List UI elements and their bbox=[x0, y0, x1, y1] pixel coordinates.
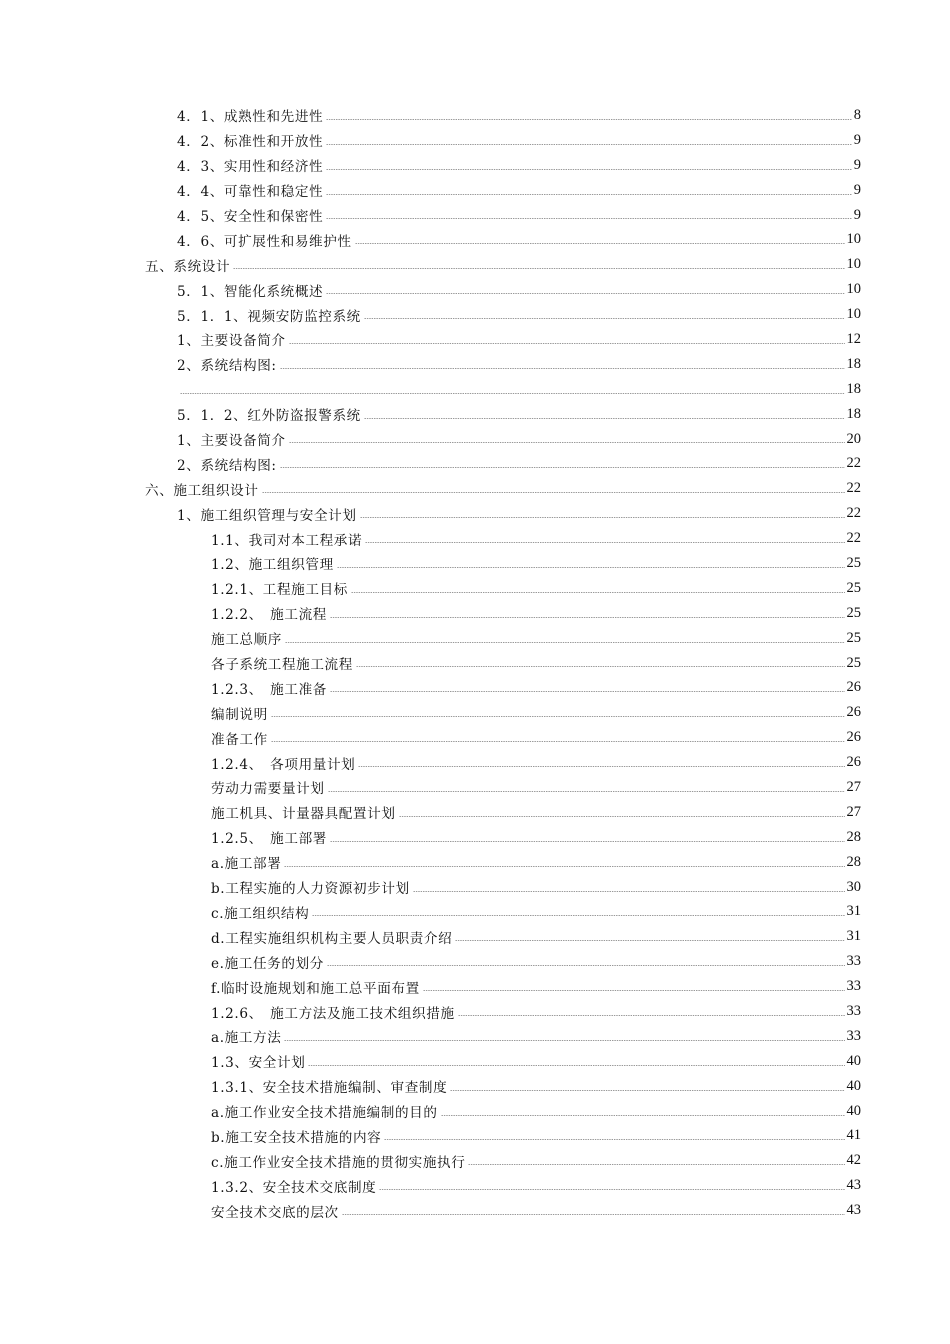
toc-dot-leader bbox=[271, 741, 845, 742]
toc-entry[interactable] bbox=[0, 900, 950, 925]
toc-entry[interactable] bbox=[0, 1124, 950, 1149]
toc-entry-title: 5．1．2、红外防盗报警系统 bbox=[177, 404, 362, 424]
toc-dot-leader bbox=[233, 268, 844, 269]
toc-entry-title: 1.3、安全计划 bbox=[211, 1051, 306, 1071]
toc-entry[interactable] bbox=[0, 700, 950, 725]
toc-entry-title: 各子系统工程施工流程 bbox=[211, 653, 354, 673]
toc-dot-leader bbox=[308, 1065, 844, 1066]
toc-entry[interactable] bbox=[0, 626, 950, 651]
toc-dot-leader bbox=[364, 318, 845, 319]
toc-dot-leader bbox=[342, 1214, 845, 1215]
toc-entry-page-number: 26 bbox=[846, 679, 861, 696]
toc-entry-page-number: 28 bbox=[846, 828, 861, 845]
toc-dot-leader bbox=[330, 691, 845, 692]
toc-entry-page-number: 9 bbox=[853, 156, 861, 173]
toc-entry[interactable] bbox=[0, 277, 950, 302]
toc-dot-leader bbox=[271, 716, 845, 717]
toc-entry-title: b.施工安全技术措施的内容 bbox=[211, 1126, 382, 1146]
toc-entry-page-number: 9 bbox=[853, 131, 861, 148]
toc-entry-title: 1.2.1、工程施工目标 bbox=[211, 578, 349, 598]
toc-entry-title: 1.1、我司对本工程承诺 bbox=[211, 529, 363, 549]
toc-entry[interactable] bbox=[0, 974, 950, 999]
toc-entry-title: a.施工作业安全技术措施编制的目的 bbox=[211, 1101, 439, 1121]
toc-entry-title: 4．2、标准性和开放性 bbox=[177, 130, 324, 150]
toc-entry-page-number: 25 bbox=[846, 579, 861, 596]
toc-dot-leader bbox=[413, 891, 845, 892]
toc-dot-leader bbox=[455, 940, 844, 941]
toc-entry-title: 2、系统结构图: bbox=[177, 454, 278, 474]
toc-entry-page-number: 10 bbox=[846, 306, 861, 323]
toc-dot-leader bbox=[326, 169, 852, 170]
toc-dot-leader bbox=[423, 990, 845, 991]
toc-entry[interactable] bbox=[0, 451, 950, 476]
toc-entry-title: 安全技术交底的层次 bbox=[211, 1201, 340, 1221]
toc-entry-title: 4．1、成熟性和先进性 bbox=[177, 105, 324, 125]
toc-entry-title: 1.2.3、 施工准备 bbox=[211, 678, 328, 698]
toc-entry-page-number: 30 bbox=[846, 878, 861, 895]
toc-entry-title: 五、系统设计 bbox=[145, 255, 231, 275]
toc-entry[interactable] bbox=[0, 1198, 950, 1223]
toc-entry-page-number: 27 bbox=[846, 778, 861, 795]
toc-entry-page-number: 25 bbox=[846, 604, 861, 621]
toc-entry-page-number: 9 bbox=[853, 206, 861, 223]
toc-entry[interactable] bbox=[0, 252, 950, 277]
toc-entry-page-number: 10 bbox=[846, 231, 861, 248]
toc-entry[interactable] bbox=[0, 1173, 950, 1198]
toc-dot-leader bbox=[358, 766, 844, 767]
toc-entry-page-number: 31 bbox=[846, 928, 861, 945]
toc-dot-leader bbox=[285, 642, 845, 643]
toc-entry-title: 劳动力需要量计划 bbox=[211, 777, 326, 797]
toc-dot-leader bbox=[326, 218, 852, 219]
toc-dot-leader bbox=[280, 467, 845, 468]
toc-entry-title: 施工机具、计量器具配置计划 bbox=[211, 802, 397, 822]
toc-dot-leader bbox=[458, 1015, 845, 1016]
toc-entry[interactable] bbox=[0, 427, 950, 452]
toc-entry[interactable] bbox=[0, 949, 950, 974]
toc-entry[interactable] bbox=[0, 302, 950, 327]
toc-dot-leader bbox=[351, 592, 845, 593]
toc-dot-leader bbox=[330, 617, 845, 618]
toc-dot-leader bbox=[365, 542, 844, 543]
toc-entry-page-number: 22 bbox=[846, 505, 861, 522]
toc-entry[interactable] bbox=[0, 1074, 950, 1099]
toc-entry-page-number: 33 bbox=[846, 1003, 861, 1019]
toc-dot-leader bbox=[399, 816, 845, 817]
toc-dot-leader bbox=[441, 1115, 845, 1116]
toc-dot-leader bbox=[360, 517, 845, 518]
toc-dot-leader bbox=[468, 1164, 844, 1165]
toc-entry[interactable] bbox=[0, 1049, 950, 1074]
toc-entry[interactable] bbox=[0, 526, 950, 551]
toc-entry-page-number: 31 bbox=[846, 903, 861, 920]
toc-entry-page-number: 40 bbox=[846, 1077, 861, 1094]
toc-entry-page-number: 33 bbox=[846, 978, 861, 995]
toc-entry[interactable] bbox=[0, 999, 950, 1024]
toc-dot-leader bbox=[326, 293, 844, 294]
toc-dot-leader bbox=[284, 1040, 844, 1041]
toc-entry-title: e.施工任务的划分 bbox=[211, 952, 325, 972]
toc-entry[interactable] bbox=[0, 327, 950, 352]
toc-entry-title: 5．1、智能化系统概述 bbox=[177, 280, 324, 300]
toc-entry-title: 准备工作 bbox=[211, 728, 269, 748]
toc-entry-title: 4．3、实用性和经济性 bbox=[177, 155, 324, 175]
toc-dot-leader bbox=[326, 119, 852, 120]
toc-entry-title: 1、施工组织管理与安全计划 bbox=[177, 504, 358, 524]
toc-entry[interactable] bbox=[0, 1099, 950, 1124]
toc-entry-page-number: 43 bbox=[846, 1202, 861, 1219]
toc-entry[interactable] bbox=[0, 1148, 950, 1173]
toc-entry[interactable] bbox=[0, 875, 950, 900]
toc-entry-page-number: 20 bbox=[846, 430, 861, 447]
toc-entry[interactable] bbox=[0, 1024, 950, 1049]
toc-entry[interactable] bbox=[0, 377, 950, 402]
table-of-contents bbox=[0, 103, 950, 1223]
toc-dot-leader bbox=[312, 915, 844, 916]
toc-entry-title: 施工总顺序 bbox=[211, 628, 283, 648]
toc-entry-title: c.施工组织结构 bbox=[211, 902, 310, 922]
toc-entry-page-number: 27 bbox=[846, 803, 861, 820]
toc-entry-title: f.临时设施规划和施工总平面布置 bbox=[211, 977, 421, 997]
toc-entry-title: 1、主要设备简介 bbox=[177, 329, 287, 349]
toc-entry-page-number: 22 bbox=[846, 455, 861, 472]
toc-entry[interactable] bbox=[0, 103, 950, 128]
toc-dot-leader bbox=[327, 965, 845, 966]
toc-entry-page-number: 33 bbox=[846, 1027, 861, 1044]
toc-entry-page-number: 40 bbox=[846, 1052, 861, 1069]
toc-entry[interactable] bbox=[0, 476, 950, 501]
toc-entry-page-number: 12 bbox=[846, 330, 861, 347]
toc-dot-leader bbox=[355, 243, 845, 244]
toc-dot-leader bbox=[379, 1189, 844, 1190]
toc-entry-page-number: 26 bbox=[846, 754, 861, 771]
toc-entry-title: 1.2、施工组织管理 bbox=[211, 553, 335, 573]
toc-entry[interactable] bbox=[0, 551, 950, 576]
toc-entry-title: 1.2.2、 施工流程 bbox=[211, 603, 328, 623]
toc-entry-title: 4．6、可扩展性和易维护性 bbox=[177, 230, 353, 250]
toc-entry[interactable] bbox=[0, 501, 950, 526]
toc-entry-title: 5．1．1、视频安防监控系统 bbox=[177, 305, 362, 325]
toc-dot-leader bbox=[262, 492, 845, 493]
toc-entry-title: 4．5、安全性和保密性 bbox=[177, 205, 324, 225]
toc-entry[interactable] bbox=[0, 850, 950, 875]
toc-entry-title: c.施工作业安全技术措施的贯彻实施执行 bbox=[211, 1151, 466, 1171]
toc-entry[interactable] bbox=[0, 651, 950, 676]
toc-entry[interactable] bbox=[0, 352, 950, 377]
toc-dot-leader bbox=[280, 368, 845, 369]
toc-entry[interactable] bbox=[0, 800, 950, 825]
toc-entry-title: d.工程实施组织机构主要人员职责介绍 bbox=[211, 927, 453, 947]
toc-entry-page-number: 10 bbox=[846, 281, 861, 298]
toc-dot-leader bbox=[337, 567, 845, 568]
toc-entry-title: 1.2.4、 各项用量计划 bbox=[211, 753, 356, 773]
toc-entry[interactable] bbox=[0, 750, 950, 775]
toc-dot-leader bbox=[330, 841, 845, 842]
toc-entry-page-number: 18 bbox=[846, 355, 861, 372]
toc-entry-page-number: 26 bbox=[846, 729, 861, 746]
toc-entry[interactable] bbox=[0, 725, 950, 750]
toc-entry-page-number: 41 bbox=[846, 1127, 861, 1144]
toc-dot-leader bbox=[384, 1139, 844, 1140]
toc-entry-title: 1、主要设备简介 bbox=[177, 429, 287, 449]
toc-entry-page-number: 25 bbox=[846, 554, 861, 571]
toc-entry[interactable] bbox=[0, 178, 950, 203]
toc-entry-title: 编制说明 bbox=[211, 703, 269, 723]
toc-entry-page-number: 10 bbox=[846, 256, 861, 273]
toc-entry-page-number: 9 bbox=[853, 181, 861, 198]
toc-entry-page-number: 25 bbox=[846, 629, 861, 646]
toc-dot-leader bbox=[328, 791, 845, 792]
toc-dot-leader bbox=[284, 866, 844, 867]
toc-entry-title: 1.2.6、 施工方法及施工技术组织措施 bbox=[211, 1002, 456, 1022]
toc-dot-leader bbox=[289, 442, 845, 443]
toc-entry[interactable] bbox=[0, 601, 950, 626]
toc-dot-leader bbox=[326, 144, 852, 145]
toc-entry-page-number: 33 bbox=[846, 953, 861, 970]
toc-entry-title: 1.2.5、 施工部署 bbox=[211, 827, 328, 847]
toc-entry-page-number: 40 bbox=[846, 1102, 861, 1119]
toc-entry-title: 六、施工组织设计 bbox=[145, 479, 260, 499]
toc-entry-title: b.工程实施的人力资源初步计划 bbox=[211, 877, 411, 897]
toc-entry-title: 1.3.1、安全技术措施编制、审查制度 bbox=[211, 1076, 448, 1096]
toc-entry-title: 1.3.2、安全技术交底制度 bbox=[211, 1176, 377, 1196]
toc-entry[interactable] bbox=[0, 128, 950, 153]
toc-entry-page-number: 18 bbox=[846, 405, 861, 422]
toc-dot-leader bbox=[289, 343, 845, 344]
toc-entry-title: a.施工部署 bbox=[211, 852, 282, 872]
toc-entry-page-number: 25 bbox=[846, 654, 861, 671]
toc-entry-page-number: 22 bbox=[846, 530, 861, 547]
toc-dot-leader bbox=[180, 393, 845, 394]
toc-dot-leader bbox=[450, 1090, 844, 1091]
toc-entry-title: 2、系统结构图: bbox=[177, 354, 278, 374]
toc-dot-leader bbox=[364, 418, 845, 419]
toc-entry[interactable] bbox=[0, 203, 950, 228]
toc-entry-page-number: 26 bbox=[846, 704, 861, 721]
toc-entry[interactable] bbox=[0, 775, 950, 800]
toc-entry-title: 4．4、可靠性和稳定性 bbox=[177, 180, 324, 200]
toc-entry-page-number: 18 bbox=[846, 380, 861, 397]
toc-entry[interactable] bbox=[0, 153, 950, 178]
toc-entry[interactable] bbox=[0, 402, 950, 427]
toc-entry-page-number: 43 bbox=[846, 1177, 861, 1194]
toc-entry[interactable] bbox=[0, 825, 950, 850]
toc-dot-leader bbox=[356, 666, 845, 667]
toc-entry-page-number: 22 bbox=[846, 480, 861, 497]
toc-entry-page-number: 28 bbox=[846, 853, 861, 870]
toc-entry-page-number: 42 bbox=[846, 1152, 861, 1169]
toc-entry[interactable] bbox=[0, 227, 950, 252]
toc-entry[interactable] bbox=[0, 675, 950, 700]
toc-entry[interactable] bbox=[0, 924, 950, 949]
toc-entry-title: a.施工方法 bbox=[211, 1026, 282, 1046]
toc-entry[interactable] bbox=[0, 576, 950, 601]
toc-entry-page-number: 8 bbox=[853, 106, 861, 123]
toc-dot-leader bbox=[326, 194, 852, 195]
